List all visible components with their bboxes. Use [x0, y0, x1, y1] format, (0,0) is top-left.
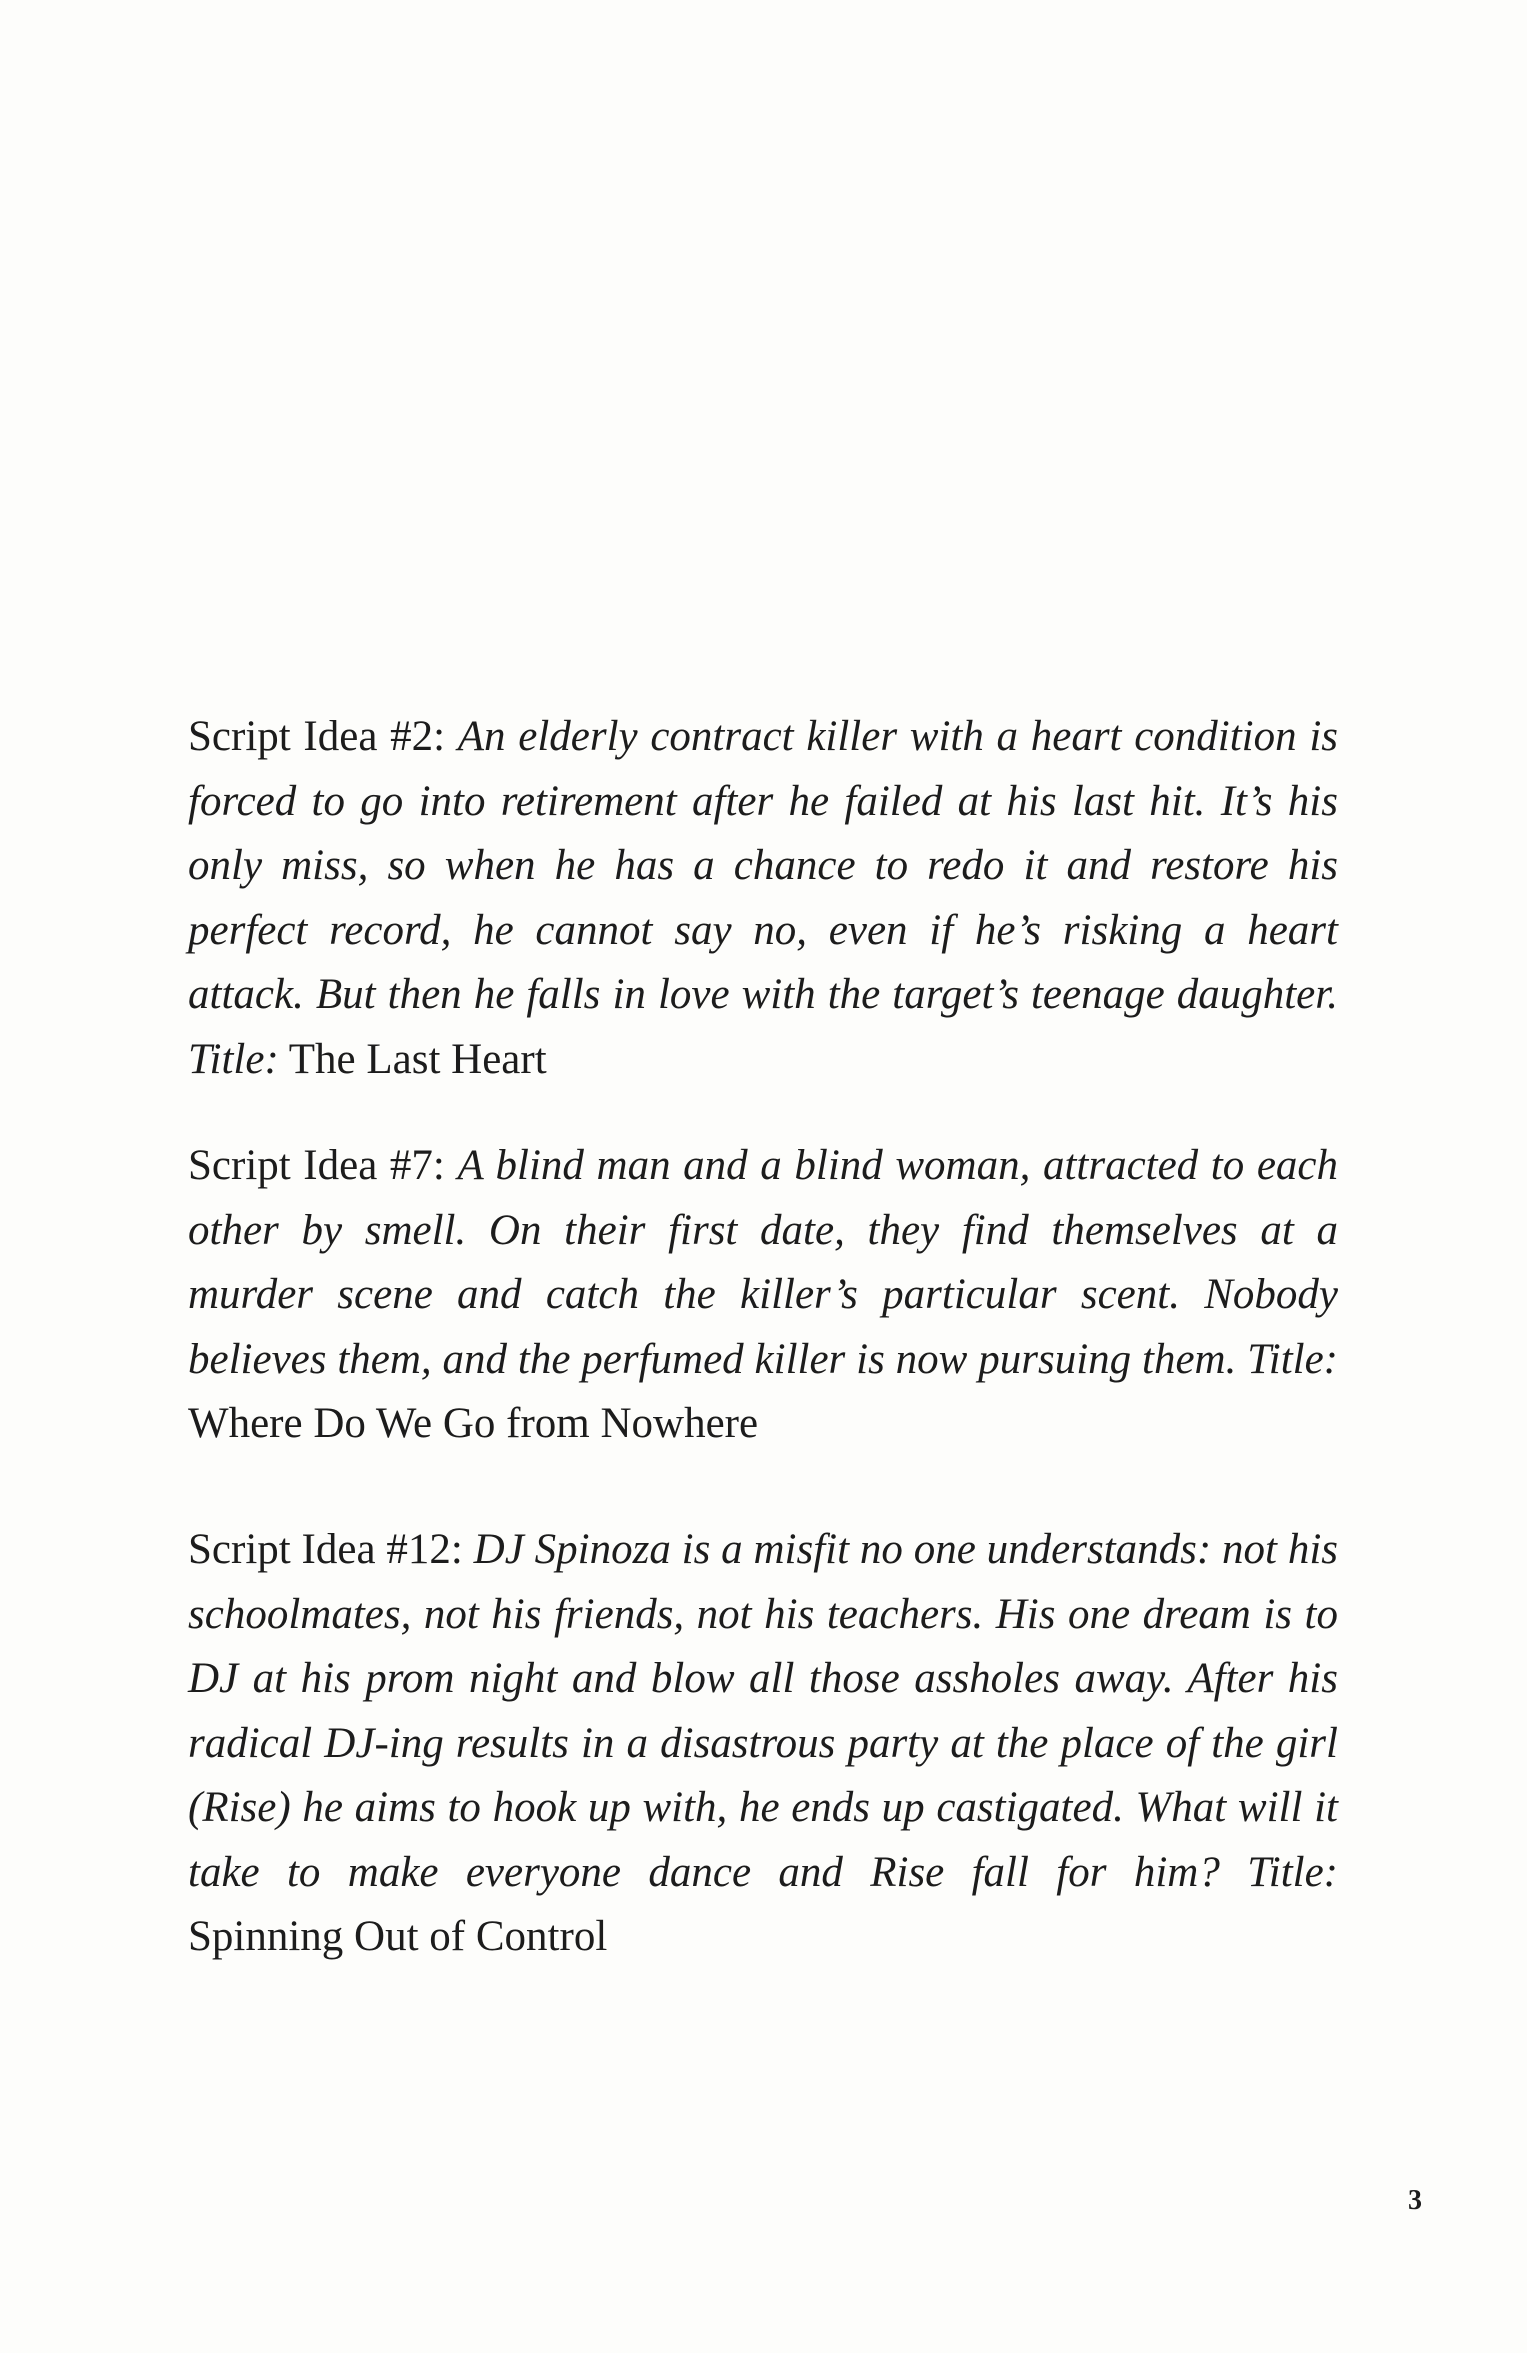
script-idea-entry: [188, 705, 1338, 1092]
script-idea-description: An elderly contract killer with a heart condition is forced to go into retirement after he failed at his last hit. It’s his only miss, so when he has a chance to redo it and restore his perfect record, he cannot say no, even if he’s risking a heart attack. But then he falls in love with the target’s teenage daughter.: [188, 713, 1339, 1018]
script-idea-description: A blind man and a blind woman, attracted to each other by smell. On their first date, they find themselves at a murder scene and catch the killer’s particular scent. Nobody believes them, and the perfumed killer is now pursuing them.: [188, 1142, 1338, 1383]
script-idea-label: Script Idea #2:: [188, 713, 446, 760]
page-number: 3: [1408, 2185, 1422, 2216]
title-label: Title:: [188, 1035, 279, 1083]
script-idea-label: Script Idea #12:: [188, 1526, 463, 1573]
title-label: Title:: [1247, 1848, 1338, 1896]
script-title: The Last Heart: [288, 1035, 547, 1083]
script-idea-entry: [188, 1518, 1338, 1970]
title-label: Title:: [1247, 1335, 1338, 1383]
script-idea-label: Script Idea #7:: [188, 1142, 445, 1189]
script-title: Where Do We Go from Nowhere: [188, 1400, 759, 1447]
script-idea-entry: [188, 1134, 1338, 1457]
script-idea-description: DJ Spinoza is a misfit no one understands: not his schoolmates, not his friends, not his teachers. His one dream is to DJ at his prom night and blow all those assholes away. After his radical DJ-ing results in a disastrous party at the place of the girl (Rise) he aims to hook up with, he ends up castigated. What will it take to make everyone dance and Rise fall for him?: [188, 1526, 1339, 1896]
script-title: Spinning Out of Control: [188, 1913, 608, 1960]
